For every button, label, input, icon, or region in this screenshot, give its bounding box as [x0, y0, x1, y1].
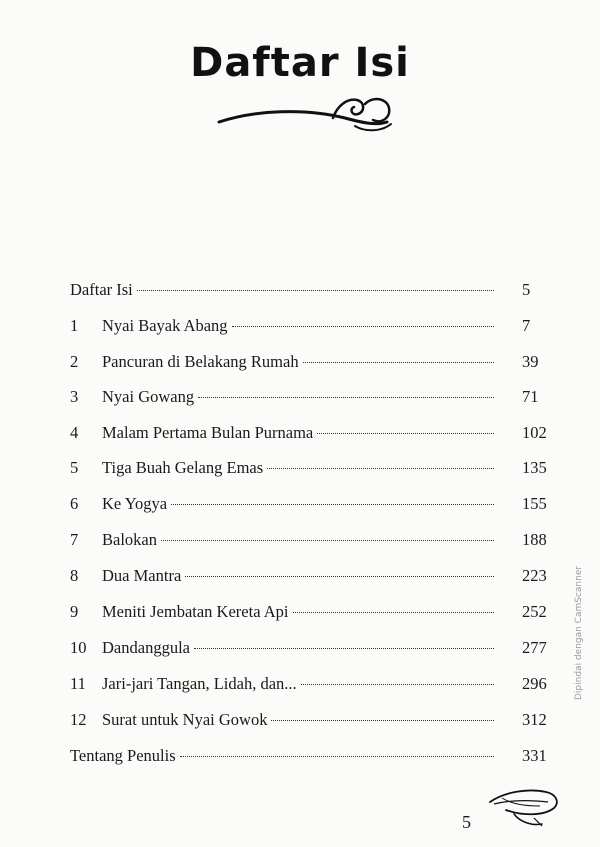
toc-label: Pancuran di Belakang Rumah: [102, 352, 299, 371]
toc-chapter-number: 4: [70, 423, 79, 442]
scanner-watermark: Dipindai dengan CamScanner: [574, 565, 584, 700]
toc-page-number: 331: [522, 746, 547, 765]
toc-row-chapter-3[interactable]: [70, 387, 550, 411]
toc-label: Jari-jari Tangan, Lidah, dan...: [102, 674, 297, 693]
toc-page-number: 39: [522, 352, 539, 371]
toc-leader: [171, 504, 494, 505]
flourish-ornament: [215, 92, 400, 140]
toc-chapter-number: 5: [70, 458, 79, 477]
toc-chapter-number: 12: [70, 710, 87, 729]
toc-chapter-number: 3: [70, 387, 79, 406]
toc-chapter-number: 10: [70, 638, 87, 657]
toc-leader: [303, 362, 494, 363]
toc-page-number: 277: [522, 638, 547, 657]
toc-page-number: 252: [522, 602, 547, 621]
toc-page-number: 188: [522, 530, 547, 549]
toc-row-chapter-7[interactable]: [70, 530, 550, 554]
toc-page-number: 135: [522, 458, 547, 477]
toc-page-number: 296: [522, 674, 547, 693]
toc-page-number: 102: [522, 423, 547, 442]
toc-label: Nyai Bayak Abang: [102, 316, 228, 335]
toc-label: Balokan: [102, 530, 157, 549]
toc-page-number: 7: [522, 316, 531, 335]
toc-chapter-number: 1: [70, 316, 79, 335]
toc-page-number: 312: [522, 710, 547, 729]
toc-row-chapter-1[interactable]: [70, 316, 550, 340]
toc-leader: [301, 684, 494, 685]
toc-row-chapter-12[interactable]: [70, 710, 550, 734]
page-number: 5: [462, 812, 471, 832]
toc-row-daftar-isi[interactable]: [70, 280, 550, 304]
toc-page-number: 155: [522, 494, 547, 513]
toc-leader: [137, 290, 494, 291]
toc-row-chapter-5[interactable]: [70, 458, 550, 482]
toc-leader: [198, 397, 494, 398]
toc-leader: [180, 756, 494, 757]
feather-ornament: [484, 782, 564, 832]
toc-leader: [194, 648, 494, 649]
toc-page-number: 223: [522, 566, 547, 585]
page-title: Daftar Isi: [190, 40, 410, 86]
toc-row-chapter-8[interactable]: [70, 566, 550, 590]
toc-chapter-number: 7: [70, 530, 79, 549]
toc-row-chapter-9[interactable]: [70, 602, 550, 626]
toc-chapter-number: 2: [70, 352, 79, 371]
toc-label: Meniti Jembatan Kereta Api: [102, 602, 289, 621]
toc-label: Ke Yogya: [102, 494, 168, 513]
toc-label: Malam Pertama Bulan Purnama: [102, 423, 314, 442]
toc-chapter-number: 6: [70, 494, 79, 513]
toc-chapter-number: 8: [70, 566, 79, 585]
toc-leader: [232, 326, 494, 327]
toc-page-number: 71: [522, 387, 539, 406]
toc-leader: [267, 468, 494, 469]
toc-leader: [161, 540, 494, 541]
toc-row-tentang-penulis[interactable]: [70, 746, 550, 770]
toc-leader: [185, 576, 494, 577]
toc-leader: [271, 720, 494, 721]
toc-page-number: 5: [522, 280, 531, 299]
toc-row-chapter-11[interactable]: [70, 674, 550, 698]
toc-label: Tiga Buah Gelang Emas: [102, 458, 264, 477]
toc-row-chapter-10[interactable]: [70, 638, 550, 662]
toc-label: Daftar Isi: [70, 280, 133, 299]
toc-label: Dandanggula: [102, 638, 190, 657]
toc-leader: [293, 612, 495, 613]
toc-label: Tentang Penulis: [70, 746, 176, 765]
toc-label: Surat untuk Nyai Gowok: [102, 710, 268, 729]
toc-label: Dua Mantra: [102, 566, 182, 585]
toc-row-chapter-2[interactable]: [70, 352, 550, 376]
toc-chapter-number: 11: [70, 674, 86, 693]
toc-leader: [317, 433, 494, 434]
toc-row-chapter-4[interactable]: [70, 423, 550, 447]
toc-chapter-number: 9: [70, 602, 79, 621]
toc-label: Nyai Gowang: [102, 387, 195, 406]
toc-row-chapter-6[interactable]: [70, 494, 550, 518]
